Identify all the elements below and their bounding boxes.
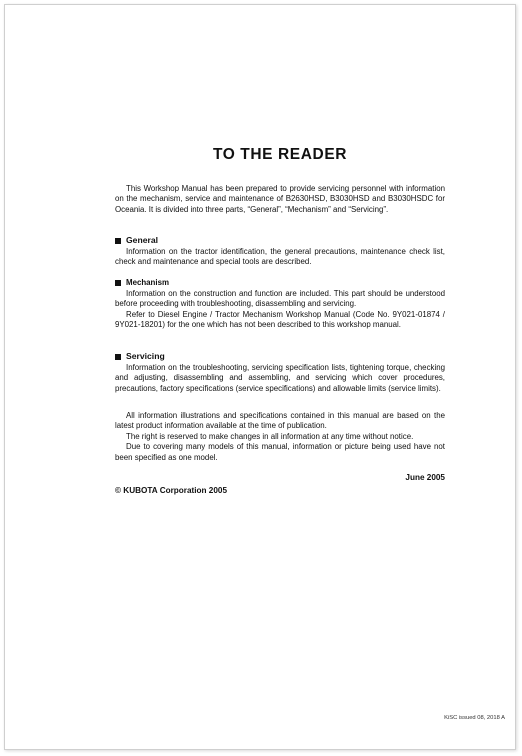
page-title: TO THE READER bbox=[212, 146, 348, 163]
section-servicing bbox=[115, 351, 445, 394]
servicing-paragraph: Information on the troubleshooting, servicing specification lists, tightening torque, checking and adjusting, disassembling and assembling, and servicing which cover procedures, precautions, factory specifications (service specifications) and allowable limits (service limits). bbox=[115, 363, 445, 393]
square-bullet-icon bbox=[115, 238, 121, 244]
section-heading-servicing-label: Servicing bbox=[126, 351, 165, 361]
closing-block bbox=[115, 411, 445, 463]
mechanism-paragraph-2: Refer to Diesel Engine / Tractor Mechanism Workshop Manual (Code No. 9Y021-01874 / 9Y021-18201) for the one which has not been described to this workshop manual. bbox=[115, 309, 445, 330]
copyright-notice: © KUBOTA Corporation 2005 bbox=[115, 486, 228, 495]
mechanism-paragraph-1: Information on the construction and function are included. This part should be understood before proceeding with troubleshooting, disassembling and servicing. bbox=[115, 289, 445, 309]
closing-paragraph-2: The right is reserved to make changes in all information at any time without notice. bbox=[126, 431, 414, 441]
section-heading-mechanism-label: Mechanism bbox=[126, 278, 169, 287]
square-bullet-icon bbox=[115, 354, 121, 360]
document-page bbox=[4, 4, 516, 750]
intro-block bbox=[115, 184, 445, 215]
publication-date: June 2005 bbox=[405, 473, 445, 482]
general-paragraph: Information on the tractor identification, the general precautions, maintenance check list, check and maintenance and special tools are described. bbox=[115, 247, 445, 267]
closing-paragraph-3: Due to covering many models of this manual, information or picture being used have not been specified as one model. bbox=[115, 442, 445, 462]
square-bullet-icon bbox=[115, 280, 121, 286]
section-heading-mechanism bbox=[115, 277, 445, 288]
intro-paragraph: This Workshop Manual has been prepared to provide servicing personnel with information on the mechanism, service and maintenance of B2630HSD, B3030HSD and B3030HSDC for Oceania. It is divided into three parts, “General”, “Mechanism” and “Servicing”. bbox=[115, 184, 445, 214]
section-mechanism bbox=[115, 277, 445, 331]
closing-paragraph-1: All information illustrations and specifications contained in this manual are based on the latest product information available at the time of publication. bbox=[115, 411, 445, 431]
issue-note: KiSC issued 08, 2018 A bbox=[444, 715, 505, 721]
section-heading-servicing bbox=[115, 351, 445, 362]
section-heading-general bbox=[115, 235, 445, 246]
section-general bbox=[115, 235, 445, 268]
section-heading-general-label: General bbox=[126, 235, 159, 245]
